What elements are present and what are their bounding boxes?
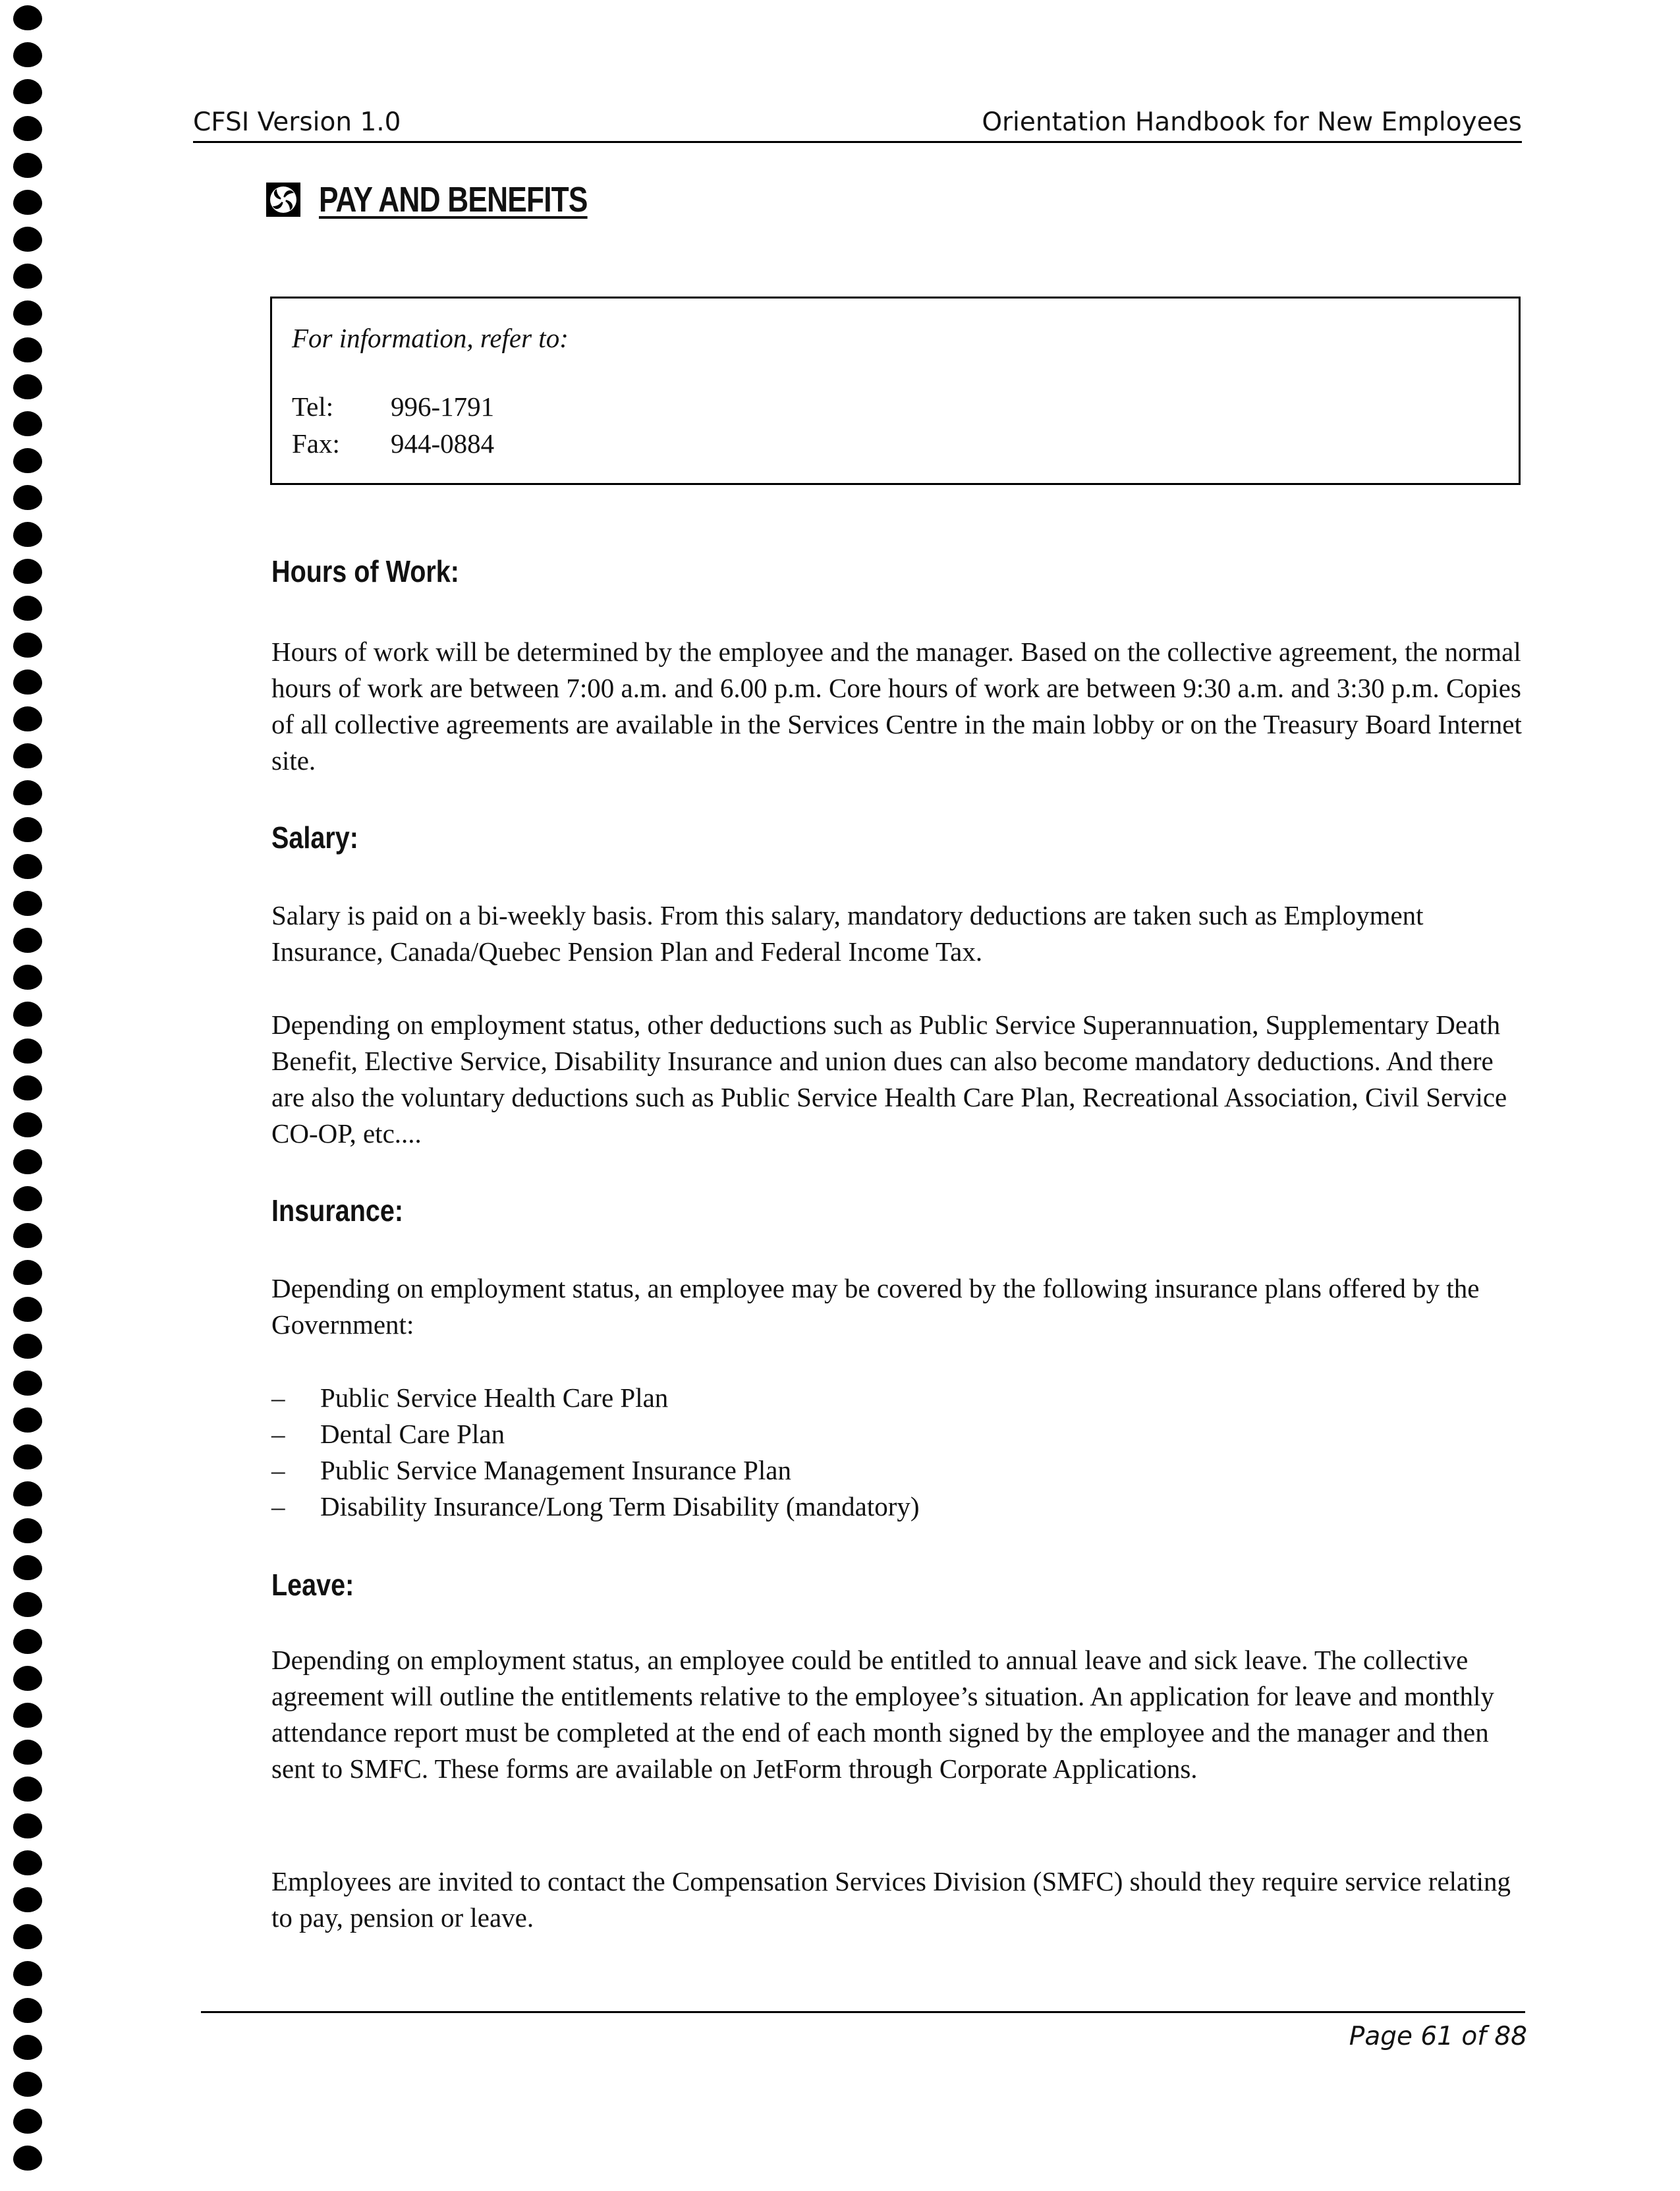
binding-hole xyxy=(13,1444,42,1469)
binding-hole xyxy=(13,1481,42,1506)
binding-hole xyxy=(13,1371,42,1396)
binding-hole xyxy=(13,1924,42,1949)
header-rule xyxy=(193,141,1522,143)
binding-hole xyxy=(13,1666,42,1691)
binding-hole xyxy=(13,1592,42,1617)
binding-hole xyxy=(13,891,42,916)
binding-hole xyxy=(13,669,42,695)
binding-hole xyxy=(13,1039,42,1064)
binding-hole xyxy=(13,780,42,805)
binding-holes xyxy=(13,0,53,2191)
leave-body-1: Depending on employment status, an employee could be entitled to annual leave and sick leave. The collective agreement will outline the entitlements relative to the employee’s situation. An application for leave and monthly attendance report must be completed at the end of each month signed by the employee and the manager and then sent to SMFC. These forms are available on JetForm through Corporate Applications. xyxy=(271,1645,1494,1784)
binding-hole xyxy=(13,817,42,842)
binding-hole xyxy=(13,1887,42,1912)
fax-row xyxy=(292,428,494,459)
contact-info-box xyxy=(270,297,1521,485)
list-item: – Public Service Health Care Plan xyxy=(271,1380,920,1416)
binding-hole xyxy=(13,1112,42,1137)
binding-hole xyxy=(13,264,42,289)
header-handbook-title: Orientation Handbook for New Employees xyxy=(982,107,1522,137)
binding-hole xyxy=(13,743,42,768)
fax-label: Fax: xyxy=(292,428,340,459)
header-version: CFSI Version 1.0 xyxy=(193,107,401,137)
tel-value: 996-1791 xyxy=(391,391,495,422)
binding-hole xyxy=(13,2035,42,2060)
salary-heading: Salary: xyxy=(271,820,358,855)
page-title: PAY AND BENEFITS xyxy=(319,180,588,219)
info-intro: For information, refer to: xyxy=(292,323,569,353)
binding-hole xyxy=(13,1002,42,1027)
binding-hole xyxy=(13,596,42,621)
footer-rule xyxy=(201,2011,1525,2013)
binding-hole xyxy=(13,190,42,215)
binding-hole xyxy=(13,1149,42,1174)
binding-hole xyxy=(13,559,42,584)
hours-body: Hours of work will be determined by the employee and the manager. Based on the collective agreement, the normal hours of work are between 7:00 a.m. and 6.00 p.m. Core hours of work are between 9:30 a.m. and 3:30 p.m. Copies of all collective agreements are available in the Services Centre in the main lobby or on the Treasury Board Internet site. xyxy=(271,637,1522,776)
binding-hole xyxy=(13,1740,42,1765)
binding-hole xyxy=(13,1850,42,1875)
leave-heading: Leave: xyxy=(271,1568,354,1602)
page-number: Page 61 of 88 xyxy=(1349,2022,1527,2051)
binding-hole xyxy=(13,116,42,141)
binding-hole xyxy=(13,1297,42,1322)
binding-hole xyxy=(13,411,42,436)
binding-hole xyxy=(13,2146,42,2171)
binding-hole xyxy=(13,79,42,104)
binding-hole xyxy=(13,965,42,990)
tel-label: Tel: xyxy=(292,391,334,422)
binding-hole xyxy=(13,448,42,473)
fax-value: 944-0884 xyxy=(391,428,495,459)
tel-row xyxy=(292,391,494,422)
binding-hole xyxy=(13,153,42,178)
list-item: – Public Service Management Insurance Plan xyxy=(271,1452,920,1489)
binding-hole xyxy=(13,706,42,731)
binding-hole xyxy=(13,1186,42,1211)
binding-hole xyxy=(13,1703,42,1728)
binding-hole xyxy=(13,1555,42,1580)
salary-body-1: Salary is paid on a bi-weekly basis. From this salary, mandatory deductions are taken such as Employment Insurance, Canada/Quebec Pension Plan and Federal Income Tax. xyxy=(271,900,1424,967)
insurance-body: Depending on employment status, an employee may be covered by the following insurance plans offered by the Government: xyxy=(271,1273,1480,1340)
binding-hole xyxy=(13,227,42,252)
binding-hole xyxy=(13,1998,42,2023)
binding-hole xyxy=(13,1961,42,1986)
binding-hole xyxy=(13,1629,42,1654)
binding-hole xyxy=(13,374,42,399)
binding-hole xyxy=(13,1813,42,1838)
page-title-row xyxy=(265,179,646,220)
binding-hole xyxy=(13,337,42,362)
binding-hole xyxy=(13,1075,42,1100)
binding-hole xyxy=(13,5,42,30)
binding-hole xyxy=(13,300,42,326)
binding-hole xyxy=(13,2109,42,2134)
salary-body-2: Depending on employment status, other deductions such as Public Service Superannuation, Supplementary Death Benefit, Elective Service, Disability Insurance and union dues can also become mandatory deductions. And there are also the voluntary deductions such as Public Service Health Care Plan, Recreational Association, Civil Service CO-OP, etc.... xyxy=(271,1010,1507,1149)
binding-hole xyxy=(13,1334,42,1359)
hours-heading: Hours of Work: xyxy=(271,554,459,588)
binding-hole xyxy=(13,522,42,547)
binding-hole xyxy=(13,42,42,67)
binding-hole xyxy=(13,2072,42,2097)
leave-body-2: Employees are invited to contact the Compensation Services Division (SMFC) should they require service relating to pay, pension or leave. xyxy=(271,1866,1511,1933)
binding-hole xyxy=(13,633,42,658)
binding-hole xyxy=(13,1408,42,1433)
binding-hole xyxy=(13,485,42,510)
binding-hole xyxy=(13,854,42,879)
insurance-heading: Insurance: xyxy=(271,1193,404,1228)
insurance-plan-list xyxy=(271,1380,920,1525)
binding-hole xyxy=(13,1223,42,1248)
pinwheel-icon xyxy=(265,181,302,218)
binding-hole xyxy=(13,928,42,953)
binding-hole xyxy=(13,1518,42,1543)
binding-hole xyxy=(13,1260,42,1285)
list-item: – Dental Care Plan xyxy=(271,1416,920,1452)
list-item: – Disability Insurance/Long Term Disability (mandatory) xyxy=(271,1489,920,1525)
binding-hole xyxy=(13,1777,42,1802)
